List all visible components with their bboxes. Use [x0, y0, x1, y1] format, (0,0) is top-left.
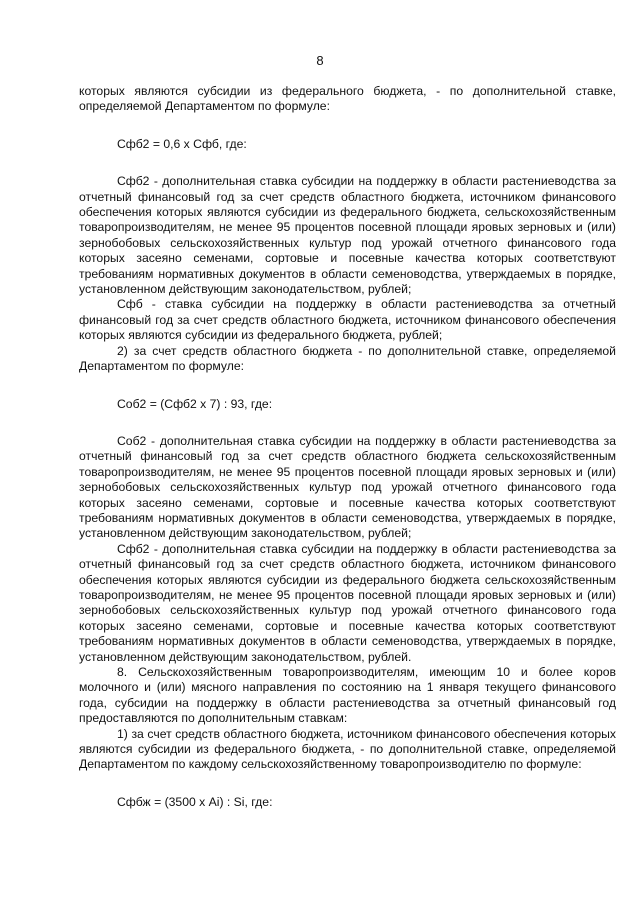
formula-sfb2: Сфб2 = 0,6 х Сфб, где:	[117, 136, 247, 151]
paragraph-section-8: 8. Сельскохозяйственным товаропроизводителям, имеющим 10 и более коров молочного и (или) мясного направления по состоянию на 1 января текущего финансового года, субсидии на поддержку в области растениеводства за отчетный финансовый год предоставляются по дополнительным ставкам:	[79, 665, 616, 726]
paragraph-continuation: которых являются субсидии из федерального бюджета, - по дополнительной ставке, определяемой Департаментом по формуле:	[79, 84, 616, 114]
page-number: 8	[316, 53, 324, 68]
paragraph-sfb2-definition: Сфб2 - дополнительная ставка субсидии на поддержку в области растениеводства за отчетный финансовый год за счет средств областного бюджета, источником финансового обеспечения которых являются субсидии из федерального бюджета, сельскохозяйственным товаропроизводителям, не менее 95 процентов посевной площади яровых зерновых и (или) зернобобовых сельскохозяйственных культур под урожай отчетного финансового года которых засеяно семенами, сортовые и посевные качества которых соответствуют требованиям нормативных документов в области семеноводства, утверждаемых в порядке, установленном действующим законодательством, рублей;	[79, 174, 616, 297]
paragraph-sfb2-definition-2: Сфб2 - дополнительная ставка субсидии на поддержку в области растениеводства за отчетный финансовый год за счет средств областного бюджета, источником финансового обеспечения которых являются субсидии из федерального бюджета сельскохозяйственным товаропроизводителям, не менее 95 процентов посевной площади яровых зерновых и (или) зернобобовых сельскохозяйственных культур под урожай отчетного финансового года которых засеяно семенами, сортовые и посевные качества которых соответствуют требованиям нормативных документов в области семеноводства, утверждаемых в порядке, установленном действующим законодательством, рублей.	[79, 541, 616, 664]
document-body	[79, 84, 616, 810]
formula-sob2: Соб2 = (Сфб2 х 7) : 93, где:	[117, 396, 273, 411]
paragraph-item-2: 2) за счет средств областного бюджета - по дополнительной ставке, определяемой Департаментом по формуле:	[79, 343, 616, 374]
paragraph-item-1: 1) за счет средств областного бюджета, источником финансового обеспечения которых являются субсидии из федерального бюджета, - по дополнительной ставке, определяемой Департаментом по каждому сельскохозяйственному товаропроизводителю по формуле:	[79, 726, 616, 772]
paragraph-sob2-definition: Соб2 - дополнительная ставка субсидии на поддержку в области растениеводства за отчетный финансовый год за счет средств областного бюджета сельскохозяйственным товаропроизводителям, не менее 95 процентов посевной площади яровых зерновых и (или) зернобобовых сельскохозяйственных культур под урожай отчетного финансового года которых засеяно семенами, сортовые и посевные качества которых соответствуют требованиям нормативных документов в области семеноводства, утверждаемых в порядке, установленном действующим законодательством, рублей;	[79, 433, 616, 541]
paragraph-sfb-definition: Сфб - ставка субсидии на поддержку в области растениеводства за отчетный финансовый год за счет средств областного бюджета, источником финансового обеспечения которых являются субсидии из федерального бюджета, рублей;	[79, 297, 616, 343]
formula-sfbzh: Сфбж = (3500 х Аi) : Si, где:	[117, 794, 273, 809]
